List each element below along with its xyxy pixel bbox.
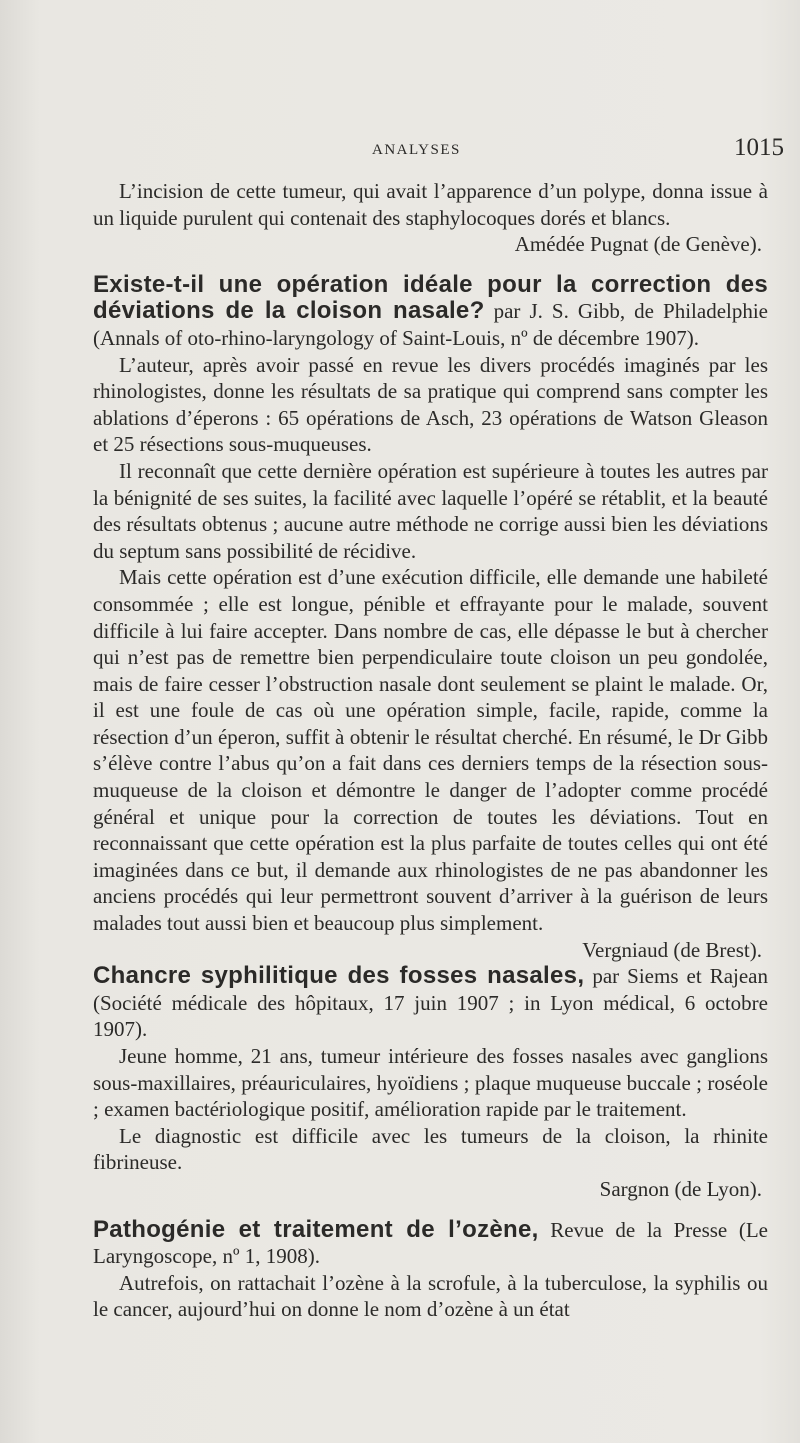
article-continuation	[93, 178, 768, 258]
article-paragraph: Il reconnaît que cette dernière opération est supérieure à toutes les autres par la bénignité de ses suites, la facilité avec laquelle l’opéré se rétablit, et la beauté des résultats obtenus ; aucune autre méthode ne corrige aussi bien les déviations du septum sans possibilité de récidive.	[93, 458, 768, 563]
page-body	[93, 178, 768, 1323]
page-header	[0, 134, 800, 164]
article-paragraph: Le diagnostic est difficile avec les tumeurs de la cloison, la rhinite fibrineuse.	[93, 1123, 768, 1175]
article-title: Pathogénie et traitement de l’ozène,	[93, 1215, 539, 1243]
article-signature: Vergniaud (de Brest).	[582, 937, 762, 962]
article-signature: Amédée Pugnat (de Genève).	[514, 232, 762, 257]
article-paragraph: Autrefois, on rattachait l’ozène à la scrofule, à la tuberculose, la syphilis ou le cancer, aujourd’hui on donne le nom d’ozène à un état	[93, 1270, 768, 1322]
article-paragraph: L’incision de cette tumeur, qui avait l’apparence d’un polype, donna issue à un liquide purulent qui contenait des staphylocoques dorés et blancs.	[93, 179, 768, 230]
article-source: (Annals of oto-rhino-laryngology of Saint-Louis, nº de décembre 1907).	[93, 325, 700, 350]
article-nasal-septum	[93, 272, 768, 963]
article-chancre	[93, 963, 768, 1202]
article-ozene	[93, 1217, 768, 1323]
article-source: (Société médicale des hôpitaux, 17 juin 1907 ; in Lyon médical, 6 octobre 1907).	[93, 990, 768, 1042]
article-entry	[93, 1217, 768, 1270]
article-entry	[93, 272, 768, 352]
article-paragraph: L’auteur, après avoir passé en revue les divers procédés imaginés par les rhinologistes, donne les résultats de sa pratique qui comprend sans compter les ablations d’éperons : 65 opérations de Asch, 23 opérations de Watson Gleason et 25 résections sous-muqueuses.	[93, 352, 768, 457]
page-number: 1015	[734, 134, 784, 161]
article-title: Chancre syphilitique des fosses nasales,	[93, 962, 585, 990]
article-paragraph: Mais cette opération est d’une exécution difficile, elle demande une habileté consommée ; elle est longue, pénible et effrayante pour le malade, souvent difficile à lui faire accepter. Dans nombre de cas, elle dépasse le but à chercher qui n’est pas de remettre bien perpendiculaire toute cloison un peu gondolée, mais de faire cesser l’obstruction nasale dont seulement se plaint le malade. Or, il est une foule de cas où une opération simple, facile, rapide, comme la résection d’un éperon, suffit à obtenir le résultat cherché. En résumé, le Dr Gibb s’élève contre l’abus qu’on a fait dans ces derniers temps de la résection sous-muqueuse de la cloison et démontre le danger de l’adopter comme procédé général et unique pour la correction de toutes les déviations. Tout en reconnaissant que cette opération est la plus parfaite de toutes celles qui ont été imaginées dans ce but, il demande aux rhinologistes de ne pas abandonner les anciens procédés qui leur permettront souvent d’arriver à la guérison de leurs malades tout aussi bien et beaucoup plus simplement.	[93, 565, 768, 936]
article-paragraph: Jeune homme, 21 ans, tumeur intérieure des fosses nasales avec ganglions sous-maxillaires, préauriculaires, hyoïdiens ; plaque muqueuse buccale ; roséole ; examen bactériologique positif, amélioration rapide par le traitement.	[93, 1044, 768, 1122]
article-title: Existe-t-il une opération idéale pour la correction des déviations de la cloison nasale?	[93, 270, 768, 325]
article-byline: par J. S. Gibb, de Philadelphie	[493, 299, 769, 324]
article-signature: Sargnon (de Lyon).	[599, 1176, 762, 1201]
article-byline: par Siems et Rajean	[592, 964, 768, 989]
article-entry	[93, 963, 768, 1043]
running-head: ANALYSES	[372, 142, 461, 158]
article-source: Revue de la Presse (Le Laryngoscope, nº 1, 1908).	[93, 1217, 768, 1269]
